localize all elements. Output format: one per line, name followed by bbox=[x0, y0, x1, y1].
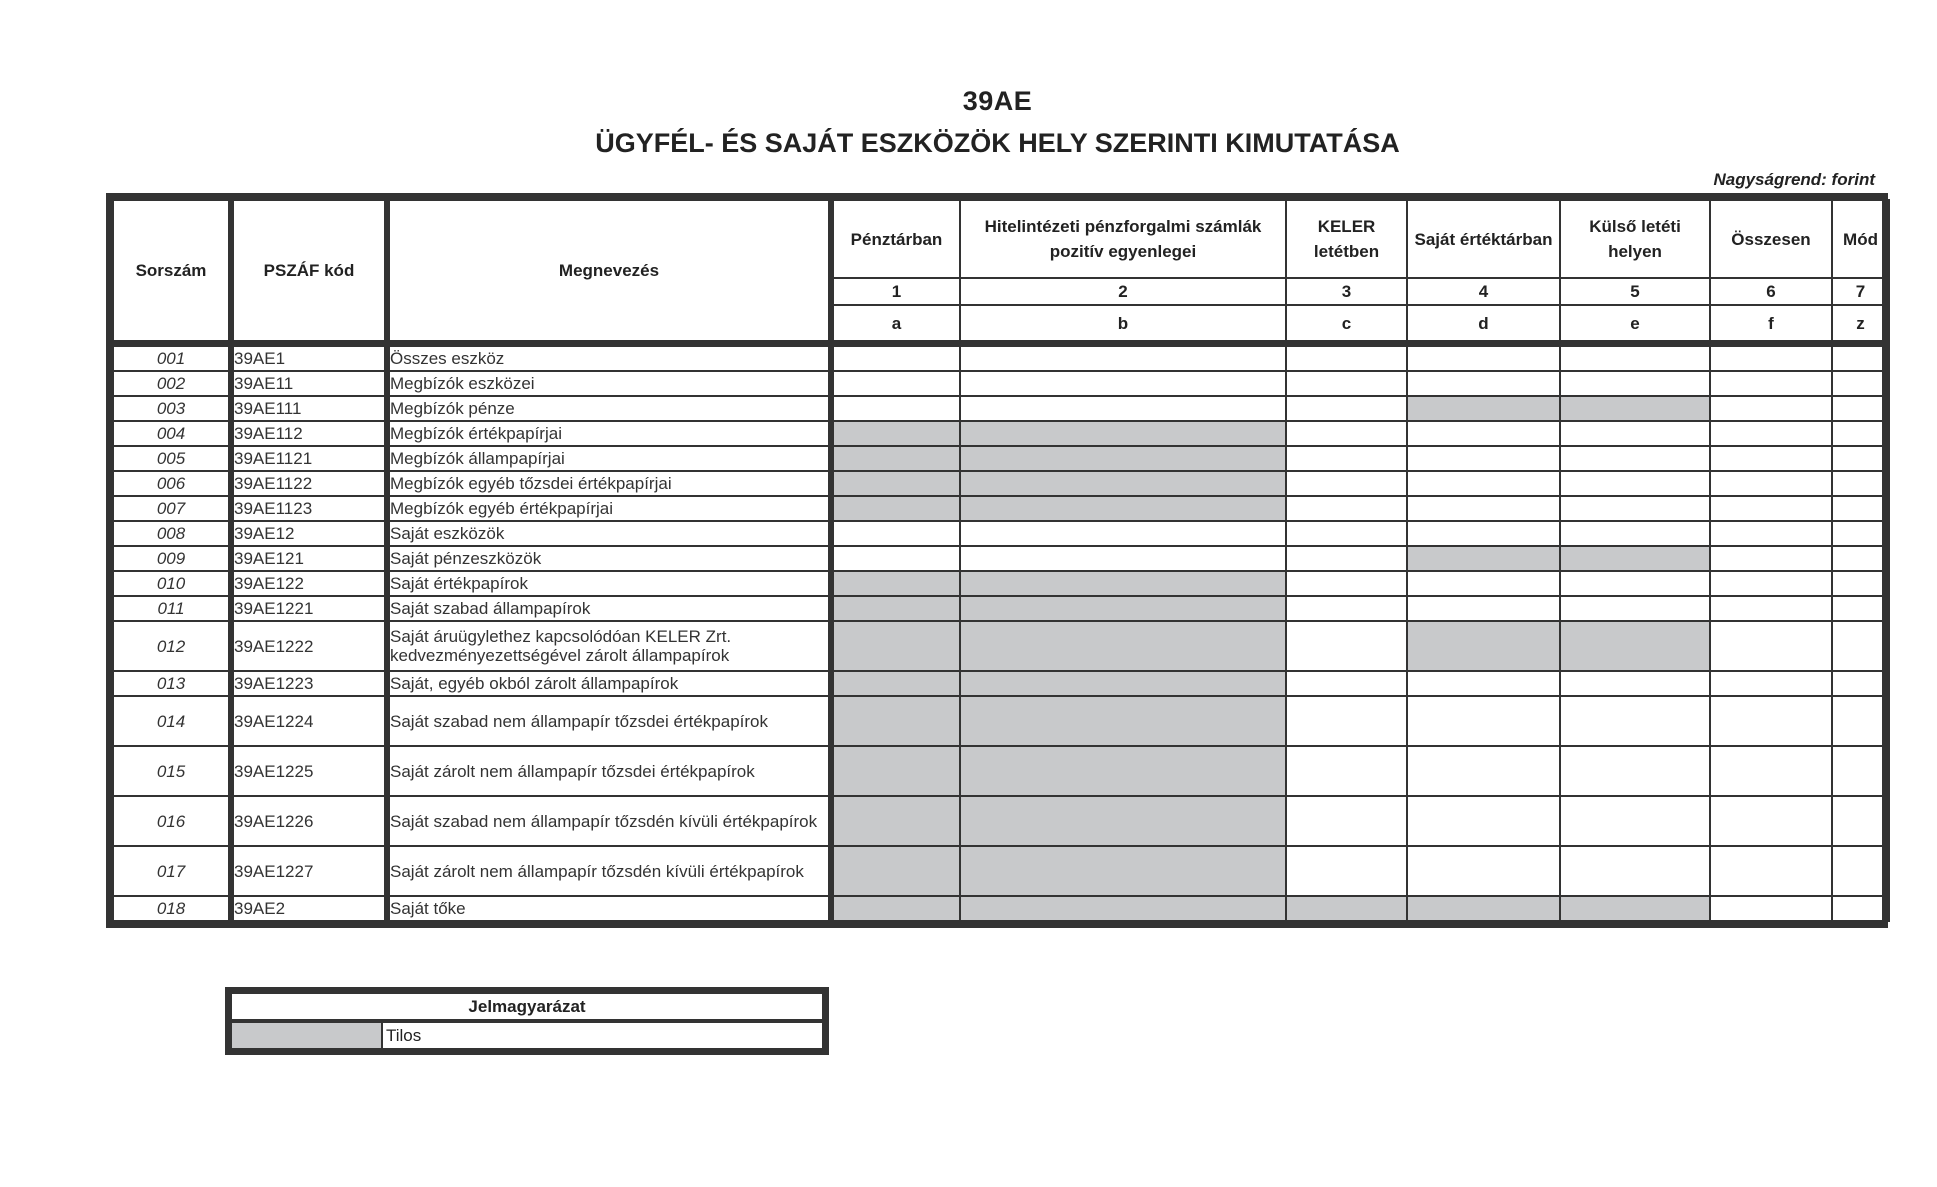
row-code: 39AE2 bbox=[231, 896, 387, 921]
input-cell[interactable] bbox=[1832, 596, 1889, 621]
input-cell[interactable] bbox=[1832, 521, 1889, 546]
forbidden-cell bbox=[831, 446, 960, 471]
input-cell[interactable] bbox=[1407, 596, 1560, 621]
input-cell[interactable] bbox=[1710, 696, 1832, 746]
input-cell[interactable] bbox=[1710, 746, 1832, 796]
forbidden-cell bbox=[960, 671, 1286, 696]
row-seq: 009 bbox=[113, 546, 231, 571]
row-seq: 007 bbox=[113, 496, 231, 521]
forbidden-cell bbox=[1560, 546, 1710, 571]
row-seq: 008 bbox=[113, 521, 231, 546]
input-cell[interactable] bbox=[1560, 696, 1710, 746]
input-cell[interactable] bbox=[1286, 696, 1407, 746]
input-cell[interactable] bbox=[1832, 571, 1889, 596]
input-cell[interactable] bbox=[1286, 796, 1407, 846]
input-cell[interactable] bbox=[1710, 621, 1832, 671]
row-name: Saját áruügylethez kapcsolódóan KELER Zrt. kedvezményezettségével zárolt állampapírok bbox=[387, 621, 831, 671]
forbidden-cell bbox=[1560, 396, 1710, 421]
row-seq: 011 bbox=[113, 596, 231, 621]
header-col-6: Összesen bbox=[1710, 200, 1832, 278]
row-seq: 017 bbox=[113, 846, 231, 896]
forbidden-cell bbox=[1407, 396, 1560, 421]
row-seq: 002 bbox=[113, 371, 231, 396]
legend-label: Tilos bbox=[382, 1021, 823, 1049]
forbidden-cell bbox=[960, 471, 1286, 496]
input-cell[interactable] bbox=[1407, 746, 1560, 796]
row-code: 39AE112 bbox=[231, 421, 387, 446]
table-row bbox=[113, 371, 1889, 396]
row-code: 39AE1224 bbox=[231, 696, 387, 746]
input-cell[interactable] bbox=[1710, 571, 1832, 596]
forbidden-cell bbox=[960, 596, 1286, 621]
row-name: Összes eszköz bbox=[387, 344, 831, 372]
row-seq: 012 bbox=[113, 621, 231, 671]
input-cell[interactable] bbox=[960, 521, 1286, 546]
input-cell[interactable] bbox=[1286, 596, 1407, 621]
input-cell[interactable] bbox=[1407, 446, 1560, 471]
input-cell[interactable] bbox=[1560, 596, 1710, 621]
input-cell[interactable] bbox=[1832, 344, 1889, 372]
input-cell[interactable] bbox=[1710, 896, 1832, 921]
input-cell[interactable] bbox=[1832, 496, 1889, 521]
legend bbox=[225, 987, 829, 1055]
input-cell[interactable] bbox=[1832, 471, 1889, 496]
forbidden-cell bbox=[1407, 621, 1560, 671]
input-cell[interactable] bbox=[1560, 471, 1710, 496]
forbidden-cell bbox=[960, 446, 1286, 471]
input-cell[interactable] bbox=[1407, 421, 1560, 446]
forbidden-cell bbox=[960, 896, 1286, 921]
header-letter-6: f bbox=[1710, 305, 1832, 344]
input-cell[interactable] bbox=[1832, 546, 1889, 571]
forbidden-cell bbox=[960, 746, 1286, 796]
table-row bbox=[113, 696, 1889, 746]
input-cell[interactable] bbox=[1407, 496, 1560, 521]
input-cell[interactable] bbox=[1710, 344, 1832, 372]
row-seq: 010 bbox=[113, 571, 231, 596]
row-code: 39AE1123 bbox=[231, 496, 387, 521]
row-seq: 016 bbox=[113, 796, 231, 846]
input-cell[interactable] bbox=[1832, 796, 1889, 846]
input-cell[interactable] bbox=[1560, 496, 1710, 521]
input-cell[interactable] bbox=[1407, 371, 1560, 396]
input-cell[interactable] bbox=[1832, 371, 1889, 396]
header-col-4: Saját értéktárban bbox=[1407, 200, 1560, 278]
input-cell[interactable] bbox=[1832, 671, 1889, 696]
input-cell[interactable] bbox=[1286, 471, 1407, 496]
forbidden-cell bbox=[960, 796, 1286, 846]
header-seq: Sorszám bbox=[113, 200, 231, 344]
row-seq: 001 bbox=[113, 344, 231, 372]
header-name: Megnevezés bbox=[387, 200, 831, 344]
header-col-5: Külső letéti helyen bbox=[1560, 200, 1710, 278]
input-cell[interactable] bbox=[831, 521, 960, 546]
input-cell[interactable] bbox=[1710, 396, 1832, 421]
table-row bbox=[113, 571, 1889, 596]
input-cell[interactable] bbox=[1286, 546, 1407, 571]
table-row bbox=[113, 896, 1889, 921]
units-note: Nagyságrend: forint bbox=[1713, 170, 1875, 189]
header-col-7: Mód bbox=[1832, 200, 1889, 278]
input-cell[interactable] bbox=[1832, 421, 1889, 446]
input-cell[interactable] bbox=[1560, 344, 1710, 372]
input-cell[interactable] bbox=[1560, 846, 1710, 896]
header-letter-7: z bbox=[1832, 305, 1889, 344]
input-cell[interactable] bbox=[831, 344, 960, 372]
row-seq: 006 bbox=[113, 471, 231, 496]
table-row bbox=[113, 796, 1889, 846]
row-code: 39AE1227 bbox=[231, 846, 387, 896]
row-name: Saját szabad állampapírok bbox=[387, 596, 831, 621]
input-cell[interactable] bbox=[1407, 571, 1560, 596]
forbidden-cell bbox=[831, 746, 960, 796]
legend-swatch bbox=[231, 1021, 382, 1049]
input-cell[interactable] bbox=[1710, 496, 1832, 521]
row-code: 39AE1122 bbox=[231, 471, 387, 496]
input-cell[interactable] bbox=[1710, 421, 1832, 446]
forbidden-cell bbox=[831, 671, 960, 696]
forbidden-cell bbox=[960, 696, 1286, 746]
table-row bbox=[113, 421, 1889, 446]
row-name: Saját tőke bbox=[387, 896, 831, 921]
table-row bbox=[113, 596, 1889, 621]
header-letter-4: d bbox=[1407, 305, 1560, 344]
row-seq: 018 bbox=[113, 896, 231, 921]
header-col-2: Hitelintézeti pénzforgalmi számlák pozitív egyenlegei bbox=[960, 200, 1286, 278]
row-name: Saját szabad nem állampapír tőzsdén kívüli értékpapírok bbox=[387, 796, 831, 846]
form-code: 39AE bbox=[962, 86, 1033, 116]
input-cell[interactable] bbox=[960, 344, 1286, 372]
input-cell[interactable] bbox=[1286, 671, 1407, 696]
row-name: Saját pénzeszközök bbox=[387, 546, 831, 571]
forbidden-cell bbox=[831, 421, 960, 446]
table-row bbox=[113, 496, 1889, 521]
form-title: ÜGYFÉL- ÉS SAJÁT ESZKÖZÖK HELY SZERINTI KIMUTATÁSA bbox=[595, 128, 1400, 158]
input-cell[interactable] bbox=[1710, 671, 1832, 696]
row-name: Saját eszközök bbox=[387, 521, 831, 546]
input-cell[interactable] bbox=[831, 546, 960, 571]
row-code: 39AE1226 bbox=[231, 796, 387, 846]
header-letter-1: a bbox=[831, 305, 960, 344]
forbidden-cell bbox=[831, 496, 960, 521]
input-cell[interactable] bbox=[1407, 696, 1560, 746]
input-cell[interactable] bbox=[1560, 571, 1710, 596]
row-name: Saját zárolt nem állampapír tőzsdén kívüli értékpapírok bbox=[387, 846, 831, 896]
row-seq: 005 bbox=[113, 446, 231, 471]
input-cell[interactable] bbox=[1710, 596, 1832, 621]
input-cell[interactable] bbox=[831, 371, 960, 396]
forbidden-cell bbox=[960, 496, 1286, 521]
header-num-1: 1 bbox=[831, 278, 960, 305]
input-cell[interactable] bbox=[1710, 371, 1832, 396]
forbidden-cell bbox=[1286, 896, 1407, 921]
row-seq: 014 bbox=[113, 696, 231, 746]
input-cell[interactable] bbox=[1286, 371, 1407, 396]
row-code: 39AE1223 bbox=[231, 671, 387, 696]
header-code: PSZÁF kód bbox=[231, 200, 387, 344]
row-name: Megbízók értékpapírjai bbox=[387, 421, 831, 446]
row-seq: 015 bbox=[113, 746, 231, 796]
table-row bbox=[113, 446, 1889, 471]
table-row bbox=[113, 396, 1889, 421]
input-cell[interactable] bbox=[1710, 521, 1832, 546]
input-cell[interactable] bbox=[1407, 846, 1560, 896]
table-row bbox=[113, 746, 1889, 796]
row-code: 39AE12 bbox=[231, 521, 387, 546]
input-cell[interactable] bbox=[1560, 796, 1710, 846]
row-code: 39AE1 bbox=[231, 344, 387, 372]
forbidden-cell bbox=[831, 846, 960, 896]
input-cell[interactable] bbox=[1560, 371, 1710, 396]
input-cell[interactable] bbox=[1710, 846, 1832, 896]
input-cell[interactable] bbox=[1286, 621, 1407, 671]
forbidden-cell bbox=[831, 896, 960, 921]
header-num-7: 7 bbox=[1832, 278, 1889, 305]
header-col-1: Pénztárban bbox=[831, 200, 960, 278]
input-cell[interactable] bbox=[1407, 471, 1560, 496]
input-cell[interactable] bbox=[831, 396, 960, 421]
header-num-2: 2 bbox=[960, 278, 1286, 305]
table-row bbox=[113, 471, 1889, 496]
row-code: 39AE1222 bbox=[231, 621, 387, 671]
input-cell[interactable] bbox=[1286, 846, 1407, 896]
row-code: 39AE122 bbox=[231, 571, 387, 596]
forbidden-cell bbox=[1560, 896, 1710, 921]
header-letter-5: e bbox=[1560, 305, 1710, 344]
input-cell[interactable] bbox=[1286, 396, 1407, 421]
row-name: Megbízók egyéb értékpapírjai bbox=[387, 496, 831, 521]
forbidden-cell bbox=[1407, 546, 1560, 571]
input-cell[interactable] bbox=[960, 546, 1286, 571]
input-cell[interactable] bbox=[1710, 546, 1832, 571]
row-code: 39AE1121 bbox=[231, 446, 387, 471]
input-cell[interactable] bbox=[960, 371, 1286, 396]
table-row bbox=[113, 846, 1889, 896]
input-cell[interactable] bbox=[1286, 344, 1407, 372]
forbidden-cell bbox=[960, 846, 1286, 896]
input-cell[interactable] bbox=[1407, 796, 1560, 846]
input-cell[interactable] bbox=[1407, 344, 1560, 372]
input-cell[interactable] bbox=[1407, 671, 1560, 696]
row-name: Saját, egyéb okból zárolt állampapírok bbox=[387, 671, 831, 696]
input-cell[interactable] bbox=[1710, 446, 1832, 471]
input-cell[interactable] bbox=[1832, 621, 1889, 671]
input-cell[interactable] bbox=[1560, 521, 1710, 546]
table-row bbox=[113, 671, 1889, 696]
input-cell[interactable] bbox=[1832, 446, 1889, 471]
forbidden-cell bbox=[831, 621, 960, 671]
forbidden-cell bbox=[831, 571, 960, 596]
row-name: Megbízók pénze bbox=[387, 396, 831, 421]
input-cell[interactable] bbox=[1560, 446, 1710, 471]
forbidden-cell bbox=[831, 596, 960, 621]
input-cell[interactable] bbox=[1832, 746, 1889, 796]
input-cell[interactable] bbox=[1710, 471, 1832, 496]
header-num-4: 4 bbox=[1407, 278, 1560, 305]
header-letter-3: c bbox=[1286, 305, 1407, 344]
input-cell[interactable] bbox=[1286, 521, 1407, 546]
forbidden-cell bbox=[831, 696, 960, 746]
input-cell[interactable] bbox=[960, 396, 1286, 421]
row-code: 39AE1225 bbox=[231, 746, 387, 796]
legend-title: Jelmagyarázat bbox=[231, 993, 823, 1021]
row-name: Saját zárolt nem állampapír tőzsdei értékpapírok bbox=[387, 746, 831, 796]
header-col-3: KELER letétben bbox=[1286, 200, 1407, 278]
input-cell[interactable] bbox=[1286, 746, 1407, 796]
forbidden-cell bbox=[1560, 621, 1710, 671]
row-code: 39AE11 bbox=[231, 371, 387, 396]
input-cell[interactable] bbox=[1832, 696, 1889, 746]
input-cell[interactable] bbox=[1832, 896, 1889, 921]
row-name: Megbízók eszközei bbox=[387, 371, 831, 396]
forbidden-cell bbox=[960, 421, 1286, 446]
row-name: Megbízók állampapírjai bbox=[387, 446, 831, 471]
forbidden-cell bbox=[831, 796, 960, 846]
table-row bbox=[113, 621, 1889, 671]
row-name: Megbízók egyéb tőzsdei értékpapírjai bbox=[387, 471, 831, 496]
header-letter-2: b bbox=[960, 305, 1286, 344]
table-row bbox=[113, 546, 1889, 571]
header-num-5: 5 bbox=[1560, 278, 1710, 305]
forbidden-cell bbox=[1407, 896, 1560, 921]
forbidden-cell bbox=[960, 571, 1286, 596]
forbidden-cell bbox=[831, 471, 960, 496]
input-cell[interactable] bbox=[1286, 421, 1407, 446]
input-cell[interactable] bbox=[1286, 496, 1407, 521]
input-cell[interactable] bbox=[1710, 796, 1832, 846]
row-code: 39AE111 bbox=[231, 396, 387, 421]
input-cell[interactable] bbox=[1832, 846, 1889, 896]
input-cell[interactable] bbox=[1286, 571, 1407, 596]
input-cell[interactable] bbox=[1560, 421, 1710, 446]
row-name: Saját szabad nem állampapír tőzsdei értékpapírok bbox=[387, 696, 831, 746]
table-body bbox=[113, 344, 1889, 922]
row-code: 39AE1221 bbox=[231, 596, 387, 621]
input-cell[interactable] bbox=[1286, 446, 1407, 471]
row-seq: 004 bbox=[113, 421, 231, 446]
row-code: 39AE121 bbox=[231, 546, 387, 571]
header-num-3: 3 bbox=[1286, 278, 1407, 305]
input-cell[interactable] bbox=[1560, 746, 1710, 796]
main-table bbox=[106, 193, 1888, 928]
input-cell[interactable] bbox=[1832, 396, 1889, 421]
table-row bbox=[113, 344, 1889, 372]
row-name: Saját értékpapírok bbox=[387, 571, 831, 596]
row-seq: 003 bbox=[113, 396, 231, 421]
table-row bbox=[113, 521, 1889, 546]
input-cell[interactable] bbox=[1407, 521, 1560, 546]
row-seq: 013 bbox=[113, 671, 231, 696]
forbidden-cell bbox=[960, 621, 1286, 671]
header-num-6: 6 bbox=[1710, 278, 1832, 305]
input-cell[interactable] bbox=[1560, 671, 1710, 696]
